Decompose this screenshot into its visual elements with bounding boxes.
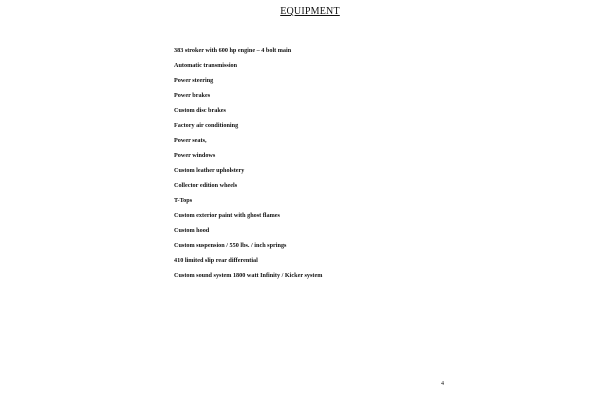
list-item: 410 limited slip rear differential: [174, 257, 258, 264]
list-item: Custom leather upholstery: [174, 167, 245, 174]
list-item: Custom suspension / 550 lbs. / inch springs: [174, 242, 287, 249]
list-item: Collector edition wheels: [174, 182, 238, 189]
list-item: Automatic transmission: [174, 62, 238, 69]
equipment-list: [174, 45, 322, 285]
list-item: Factory air conditioning: [174, 122, 239, 129]
page-number: 4: [441, 381, 444, 387]
list-item: Power steering: [174, 77, 214, 84]
list-item: 383 stroker with 600 hp engine – 4 bolt main: [174, 47, 292, 54]
list-item: Custom hood: [174, 227, 210, 234]
list-item: Custom exterior paint with ghost flames: [174, 212, 280, 219]
list-item: T-Tops: [174, 197, 193, 204]
list-item: Custom disc brakes: [174, 107, 226, 114]
list-item: Power brakes: [174, 92, 211, 99]
page-title: EQUIPMENT: [280, 6, 340, 17]
list-item: Power windows: [174, 152, 216, 159]
list-item: Power seats,: [174, 137, 207, 144]
list-item: Custom sound system 1800 watt Infinity / Kicker system: [174, 272, 323, 279]
